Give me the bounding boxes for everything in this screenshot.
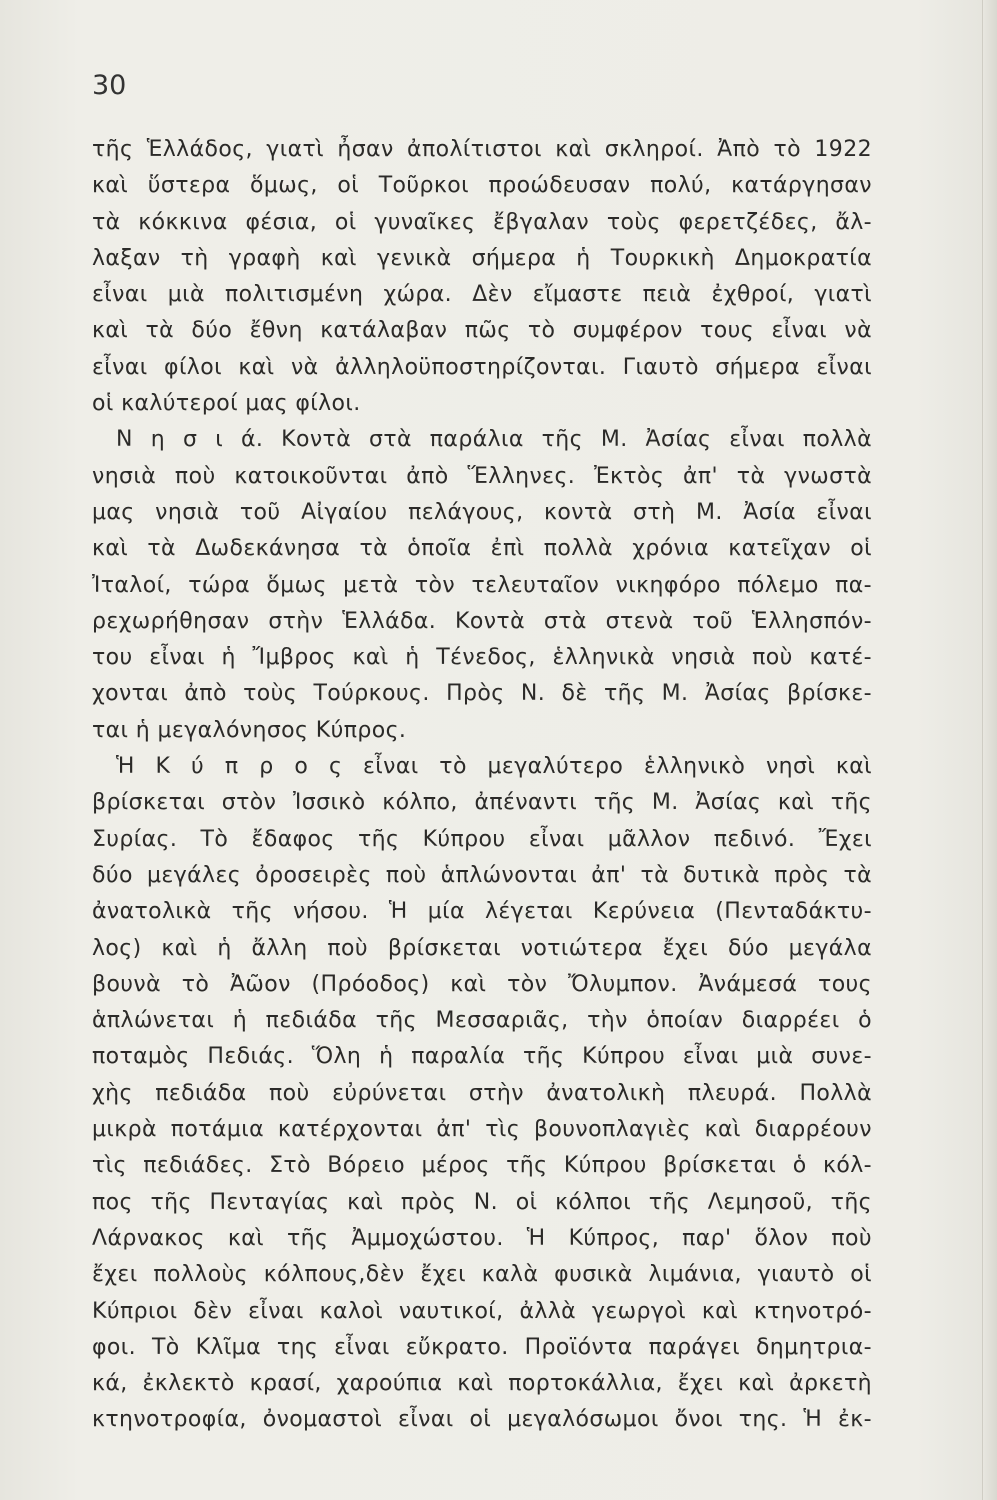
text-line: τὰ κόκκινα φέσια, οἱ γυναῖκες ἔβγαλαν τοὺς φερετζέδες, ἄλ- <box>92 209 872 235</box>
text-line: εἶναι φίλοι καὶ νὰ ἀλληλοϋποστηρίζονται. Γιαυτὸ σήμερα εἶναι <box>92 354 872 380</box>
text-line: κά, ἐκλεκτὸ κρασί, χαρούπια καὶ πορτοκάλλια, ἔχει καὶ ἀρκετὴ <box>92 1371 872 1397</box>
text-line: ρεχωρήθησαν στὴν Ἑλλάδα. Κοντὰ στὰ στενὰ τοῦ Ἑλλησπόν- <box>92 608 872 634</box>
body-text <box>92 132 872 1439</box>
text-line: λαξαν τὴ γραφὴ καὶ γενικὰ σήμερα ἡ Τουρκικὴ Δημοκρατία <box>92 245 872 271</box>
text-line: βρίσκεται στὸν Ἰσσικὸ κόλπο, ἀπέναντι τῆς Μ. Ἀσίας καὶ τῆς <box>92 790 872 816</box>
text-line: Ν η σ ι ά. Κοντὰ στὰ παράλια τῆς Μ. Ἀσίας εἶναι πολλὰ <box>116 427 872 453</box>
text-line: Ἡ Κ ύ π ρ ο ς εἶναι τὸ μεγαλύτερο ἑλληνικὸ νησὶ καὶ <box>116 754 872 780</box>
text-line: κτηνοτροφία, ὀνομαστοὶ εἶναι οἱ μεγαλόσωμοι ὄνοι της. Ἡ ἐκ- <box>92 1407 872 1433</box>
text-line: καὶ ὕστερα ὅμως, οἱ Τοῦρκοι προώδευσαν πολύ, κατάργησαν <box>92 173 872 199</box>
text-line: Κύπριοι δὲν εἶναι καλοὶ ναυτικοί, ἀλλὰ γεωργοὶ καὶ κτηνοτρό- <box>92 1298 872 1324</box>
text-line: νησιὰ ποὺ κατοικοῦνται ἀπὸ Ἕλληνες. Ἐκτὸς ἀπ' τὰ γνωστὰ <box>92 463 872 489</box>
text-line: μας νησιὰ τοῦ Αἰγαίου πελάγους, κοντὰ στὴ Μ. Ἀσία εἶναι <box>92 499 872 525</box>
text-line: βουνὰ τὸ Ἀῶον (Πρόοδος) καὶ τὸν Ὄλυμπον. Ἀνάμεσά τους <box>92 971 872 997</box>
text-line: τὶς πεδιάδες. Στὸ Βόρειο μέρος τῆς Κύπρου βρίσκεται ὁ κόλ- <box>92 1153 872 1179</box>
text-line: του εἶναι ἡ Ἴμβρος καὶ ἡ Τένεδος, ἑλληνικὰ νησιὰ ποὺ κατέ- <box>92 645 872 671</box>
text-line: φοι. Τὸ Κλῖμα της εἶναι εὔκρατο. Προϊόντα παράγει δημητρια- <box>92 1334 872 1360</box>
text-line: τῆς Ἑλλάδος, γιατὶ ἦσαν ἀπολίτιστοι καὶ σκληροί. Ἀπὸ τὸ 1922 <box>92 137 872 162</box>
text-line: καὶ τὰ δύο ἔθνη κατάλαβαν πῶς τὸ συμφέρον τους εἶναι νὰ <box>92 318 872 344</box>
text-line: μικρὰ ποτάμια κατέρχονται ἀπ' τὶς βουνοπλαγιὲς καὶ διαρρέουν <box>92 1117 872 1143</box>
text-line: καὶ τὰ Δωδεκάνησα τὰ ὁποῖα ἐπὶ πολλὰ χρόνια κατεῖχαν οἱ <box>92 536 872 562</box>
text-line: Λάρνακος καὶ τῆς Ἀμμοχώστου. Ἡ Κύπρος, παρ' ὅλον ποὺ <box>92 1225 872 1251</box>
text-line: πος τῆς Πενταγίας καὶ πρὸς Ν. οἱ κόλποι τῆς Λεμησοῦ, τῆς <box>92 1189 872 1215</box>
text-line: χὴς πεδιάδα ποὺ εὐρύνεται στὴν ἀνατολικὴ πλευρά. Πολλὰ <box>92 1080 872 1106</box>
page-edge <box>982 0 997 1500</box>
text-line: ποταμὸς Πεδιάς. Ὅλη ἡ παραλία τῆς Κύπρου εἶναι μιὰ συνε- <box>92 1044 872 1070</box>
page-number: 30 <box>92 70 127 101</box>
text-line: λος) καὶ ἡ ἄλλη ποὺ βρίσκεται νοτιώτερα ἔχει δύο μεγάλα <box>92 935 872 961</box>
text-line: Ἰταλοί, τώρα ὅμως μετὰ τὸν τελευταῖον νικηφόρο πόλεμο πα- <box>92 572 872 598</box>
text-line: ται ἡ μεγαλόνησος Κύπρος. <box>92 717 407 743</box>
text-line: Συρίας. Τὸ ἔδαφος τῆς Κύπρου εἶναι μᾶλλον πεδινό. Ἔχει <box>92 826 872 852</box>
text-line: δύο μεγάλες ὀροσειρὲς ποὺ ἁπλώνονται ἀπ' τὰ δυτικὰ πρὸς τὰ <box>92 862 872 888</box>
text-line: εἶναι μιὰ πολιτισμένη χώρα. Δὲν εἴμαστε πειὰ ἐχθροί, γιατὶ <box>92 282 872 308</box>
text-line: ἔχει πολλοὺς κόλπους,δὲν ἔχει καλὰ φυσικὰ λιμάνια, γιαυτὸ οἱ <box>92 1262 872 1288</box>
text-line: ἀνατολικὰ τῆς νήσου. Ἡ μία λέγεται Κερύνεια (Πενταδάκτυ- <box>92 899 872 925</box>
text-line: χονται ἀπὸ τοὺς Τούρκους. Πρὸς Ν. δὲ τῆς Μ. Ἀσίας βρίσκε- <box>92 681 872 707</box>
text-line: οἱ καλύτεροί μας φίλοι. <box>92 391 361 417</box>
text-line: ἁπλώνεται ἡ πεδιάδα τῆς Μεσσαριᾶς, τὴν ὁποίαν διαρρέει ὁ <box>92 1008 872 1034</box>
